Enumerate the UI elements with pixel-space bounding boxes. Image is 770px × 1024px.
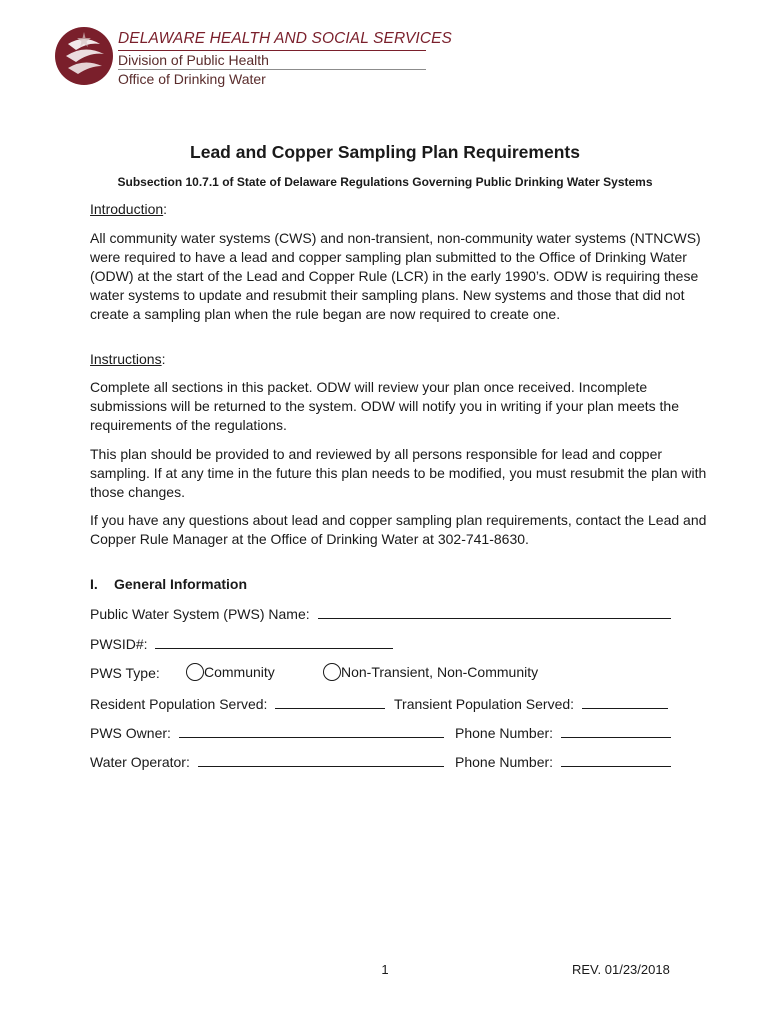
document-title: Lead and Copper Sampling Plan Requirements [190, 142, 580, 162]
operator-row [90, 752, 690, 772]
pwsid-field[interactable] [155, 634, 393, 649]
resident-population-field[interactable] [275, 694, 385, 709]
ntnc-option-label: Non-Transient, Non-Community [341, 664, 539, 680]
introduction-heading-colon: : [163, 201, 168, 217]
owner-phone-label: Phone Number: [455, 725, 554, 741]
owner-field[interactable] [179, 723, 444, 738]
operator-group [90, 752, 444, 772]
dhss-swirl-logo-icon [54, 26, 114, 86]
letterhead-divider-secondary [118, 69, 426, 70]
operator-label: Water Operator: [90, 754, 190, 770]
section-title: General Information [114, 576, 248, 592]
population-row [90, 694, 690, 714]
owner-label: PWS Owner: [90, 725, 171, 741]
operator-field[interactable] [198, 752, 444, 767]
owner-group [90, 723, 444, 743]
pws-name-field[interactable] [318, 604, 671, 619]
org-name: DELAWARE HEALTH AND SOCIAL SERVICES [118, 30, 452, 47]
pwsid-row [90, 634, 393, 654]
pws-type-label: PWS Type: [90, 665, 160, 681]
instructions-heading [90, 350, 165, 369]
ntnc-option[interactable] [323, 663, 538, 682]
owner-row [90, 723, 690, 743]
resident-population-group [90, 694, 385, 714]
transient-population-label: Transient Population Served: [394, 696, 575, 712]
pws-name-label: Public Water System (PWS) Name: [90, 606, 310, 622]
community-option[interactable] [186, 663, 275, 682]
division-name: Division of Public Health [118, 52, 269, 68]
transient-population-group [394, 694, 668, 714]
operator-phone-label: Phone Number: [455, 754, 554, 770]
owner-phone-field[interactable] [561, 723, 671, 738]
ntnc-radio[interactable] [323, 663, 341, 681]
community-option-label: Community [204, 664, 275, 680]
owner-phone-group [455, 723, 671, 743]
introduction-heading-text: Introduction [90, 201, 164, 217]
pws-type-row [90, 664, 690, 686]
operator-phone-group [455, 752, 671, 772]
instructions-paragraph-2: This plan should be provided to and reviewed by all persons responsible for lead and copper sampling. If at any time in the future this plan needs to be modified, you must resubmit the plan with those changes. [90, 446, 707, 500]
letterhead [54, 26, 452, 88]
transient-population-field[interactable] [582, 694, 668, 709]
page-number: 1 [381, 962, 389, 977]
office-name: Office of Drinking Water [118, 71, 266, 87]
instructions-paragraph-1: Complete all sections in this packet. ODW will review your plan once received. Incomplete submissions will be returned to the system. ODW will notify you in writing if your plan meets the requirements of the regulations. [90, 379, 680, 433]
org-block [118, 30, 452, 88]
operator-phone-field[interactable] [561, 752, 671, 767]
community-radio[interactable] [186, 663, 204, 681]
section-number: I. [90, 576, 98, 592]
resident-population-label: Resident Population Served: [90, 696, 268, 712]
letterhead-divider [118, 50, 426, 51]
revision-date: REV. 01/23/2018 [572, 962, 670, 977]
instructions-paragraph-3: If you have any questions about lead and copper sampling plan requirements, contact the Lead and Copper Rule Manager at the Office of Drinking Water at 302-741-8630. [90, 512, 707, 547]
section-heading-general-information [90, 576, 247, 592]
instructions-heading-text: Instructions [90, 351, 162, 367]
introduction-heading [90, 200, 167, 219]
instructions-heading-colon: : [161, 351, 166, 367]
pwsid-label: PWSID#: [90, 636, 148, 652]
document-subtitle: Subsection 10.7.1 of State of Delaware Regulations Governing Public Drinking Water Systems [117, 175, 653, 189]
pws-name-row [90, 604, 671, 624]
introduction-paragraph: All community water systems (CWS) and non-transient, non-community water systems (NTNCWS) were required to have a lead and copper sampling plan submitted to the Office of Drinking Water (ODW) at the start of the Lead and Copper Rule (LCR) in the early 1990’s. ODW is requiring these water systems to update and resubmit their sampling plans. New systems and those that did not create a sampling plan when the rule began are now required to create one. [90, 230, 701, 322]
